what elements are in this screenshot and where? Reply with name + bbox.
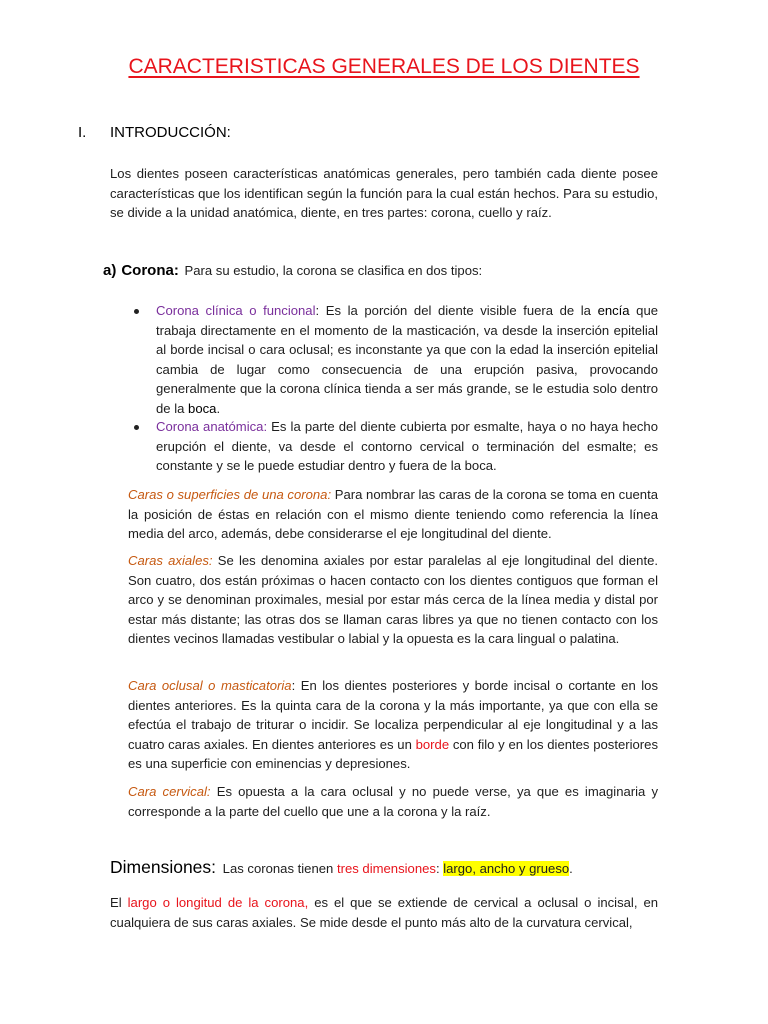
intro-paragraph: Los dientes poseen características anatómicas generales, pero también cada diente posee características que los identifican según la función para la cual están hechos. Para su estudio, se divide a la unidad anatómica, diente, en tres partes: corona, cuello y raíz. <box>110 166 658 221</box>
largo-prefix: El <box>110 895 128 910</box>
oclusal-label: Cara oclusal o masticatoria <box>128 678 292 693</box>
bullet-text: Es la parte del diente cubierta por esmalte, haya o no haya hecho erupción el diente, va desde el contorno cervical o terminación del esmalte; es constante y se le puede estudiar dentro y fuera de la boca. <box>156 419 658 474</box>
corona-clinica-term: Corona clínica o funcional <box>156 303 316 318</box>
largo-text: es el que se extiende de cervical a oclusal o incisal, en cualquiera de sus caras axiales. Se mide desde el punto más alto de la curvatura cervical, <box>110 895 659 930</box>
axiales-text: Se les denomina axiales por estar paralelas al eje longitudinal del diente. Son cuatro, dos están próximas o hacen contacto con los dientes contiguos que forman el arco y se denominan proximales, mesial por estar más cerca de la línea media y distal por estar más distante; las otras dos se llaman caras libres ya que no tienen contacto con los dientes vecinos llamadas vestibular o labial y la opuesta es la cara lingual o palatina. <box>128 553 658 647</box>
oclusal-sep: : <box>291 678 296 693</box>
oclusal-paragraph <box>128 676 658 774</box>
largo-paragraph <box>110 893 658 932</box>
cervical-text: Es opuesta a la cara oclusal y no puede verse, ya que es imaginaria y corresponde a la parte del cuello que une a la corona y la raíz. <box>128 784 659 819</box>
bullet-corona-clinica <box>156 301 658 419</box>
caras-label: Caras o superficies de una corona: <box>128 487 332 502</box>
oclusal-text: En los dientes posteriores y borde incisal o cortante en los dientes anteriores. Es la quinta cara de la corona y la más importante, ya que con ella se efectúa el trabajo de triturar o incidir. Se localiza perpendicular al eje longitudinal y a las cuatro caras axiales. En dientes anteriores es un <box>128 678 658 752</box>
bullet-text: . <box>216 400 221 416</box>
dimensiones-heading <box>110 857 573 878</box>
document-title: CARACTERISTICAS GENERALES DE LOS DIENTES <box>128 55 640 78</box>
dimensiones-colon: : <box>435 861 444 876</box>
corona-label: Corona: <box>121 262 179 279</box>
corona-text: Para su estudio, la corona se clasifica en dos tipos: <box>180 263 483 278</box>
section-title: INTRODUCCIÓN: <box>110 124 231 141</box>
bullet-dot <box>134 425 139 430</box>
tres-dimensiones: tres dimensiones <box>336 861 436 876</box>
caras-paragraph <box>128 485 658 544</box>
corona-subheading <box>103 262 482 279</box>
term-separator: : <box>315 303 326 318</box>
bullet-text: Es la porción del diente visible fuera de la <box>325 303 598 318</box>
largo-term: largo o longitud de la corona, <box>127 895 309 910</box>
bullet-corona-anatomica <box>156 417 658 476</box>
bullet-text: que trabaja directamente en el momento de la masticación, va desde la inserción epitelial al borde incisal o cara oclusal; es inconstante ya que con la edad la inserción epitelial cambia de lugar como consecuencia de una erupción pasiva, provocando generalmente que la corona clínica tienda a ser más grande, se le estudia solo dentro de la <box>156 303 659 416</box>
section-heading <box>78 124 231 141</box>
dimensiones-text: Las coronas tienen <box>219 861 337 876</box>
boca-link[interactable]: boca <box>188 400 217 416</box>
axiales-paragraph <box>128 551 658 649</box>
dimensiones-end: . <box>569 861 573 876</box>
bullet-dot <box>134 309 139 314</box>
dimensiones-highlight: largo, ancho y grueso <box>443 861 570 876</box>
corona-letter: a) <box>103 262 117 279</box>
dimensiones-label: Dimensiones: <box>110 857 217 877</box>
corona-anatomica-term: Corona anatómica: <box>156 419 268 434</box>
cervical-label: Cara cervical: <box>128 784 211 799</box>
oclusal-text: con filo y en los dientes posteriores es una superficie con eminencias y depresiones. <box>128 736 658 772</box>
caras-text: Para nombrar las caras de la corona se toma en cuenta la posición de éstas en relación con el mismo diente teniendo como referencia la línea media del arco, además, debe considerarse el eje longitudinal del diente. <box>128 487 658 542</box>
axiales-label: Caras axiales: <box>128 553 213 568</box>
encia-link[interactable]: encía <box>597 303 630 318</box>
section-number: I. <box>78 124 87 141</box>
cervical-paragraph <box>128 782 658 821</box>
borde-link[interactable]: borde <box>415 736 450 752</box>
